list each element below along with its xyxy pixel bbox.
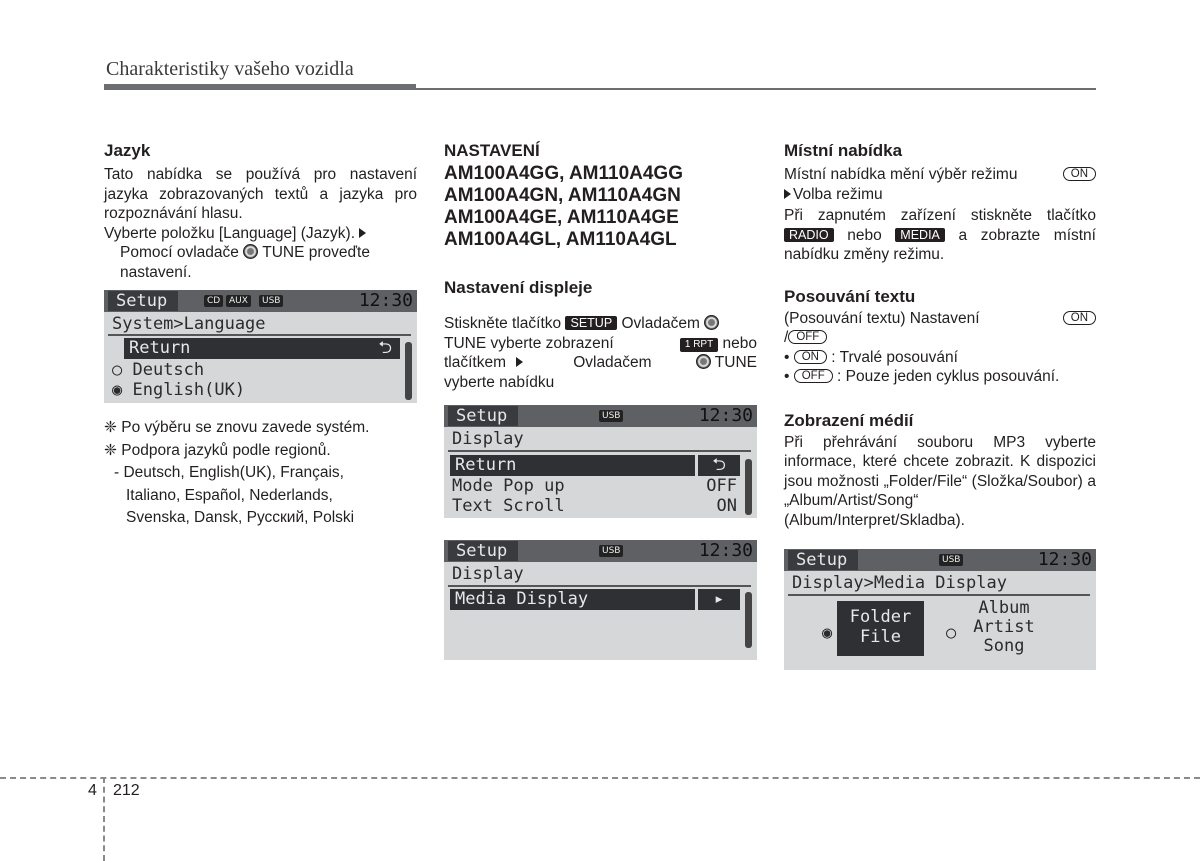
return-icon: ⮌: [698, 455, 740, 476]
page-number: 212: [113, 782, 140, 799]
bullet: • OFF : Pouze jeden cyklus posouvání.: [784, 368, 1060, 385]
header-rule-thin: [416, 88, 1096, 90]
return-label: Return: [455, 455, 517, 475]
left-notes: [104, 418, 417, 528]
lcd-row-mode-popup[interactable]: [452, 476, 565, 496]
paragraph: [784, 185, 1096, 205]
lcd-selected-return[interactable]: [124, 338, 400, 359]
instruction-text: Pomocí ovladače: [120, 244, 239, 261]
option-label: Folder: [849, 607, 912, 627]
subsection-heading: Nastavení displeje: [444, 278, 593, 297]
instruction: [444, 353, 757, 373]
model-codes: AM100A4GG, AM110A4GG: [444, 163, 683, 184]
lcd-tab: Setup: [108, 291, 178, 311]
paragraph: [784, 206, 1096, 265]
return-icon: ⮌: [378, 338, 392, 358]
lcd-divider: [448, 450, 751, 452]
aux-badge: AUX: [226, 295, 251, 307]
lcd-screen-language: [104, 290, 417, 403]
bullet-text: : Trvalé posouvání: [831, 348, 958, 366]
paragraph: Při přehrávání souboru MP3 vyberte informace, které chcete zobrazit. K dispozici jsou možnosti „Folder/File“ (Složka/Soubor) a „Album/Artist/Song“ (Album/Interpret/Skladba).: [784, 433, 1096, 529]
radio-key: RADIO: [784, 228, 834, 242]
lcd-path: Display: [452, 564, 524, 584]
row-label: Mode Pop up: [452, 476, 565, 496]
on-button-icon: ON: [1063, 311, 1096, 325]
lcd-path: Display: [452, 429, 524, 449]
tune-knob-icon: [243, 244, 258, 259]
usb-badge: USB: [599, 410, 623, 422]
instruction-text: tlačítkem: [444, 354, 507, 371]
lcd-clock: 12:30: [358, 290, 413, 311]
language-list: - Deutsch, English(UK), Français,: [114, 464, 344, 481]
option-label: Song: [983, 636, 1025, 656]
lcd-scrollbar: [745, 592, 752, 648]
row-value: ON: [716, 496, 737, 516]
paragraph: / OFF: [784, 328, 1096, 348]
instruction-text: Ovladačem: [621, 315, 700, 332]
lcd-clock: 12:30: [1037, 549, 1092, 570]
instruction-text: TUNE vyberte zobrazení: [444, 334, 614, 352]
instruction-text: TUNE proveďte nastavení.: [120, 244, 370, 281]
section-heading: Místní nabídka: [784, 141, 903, 160]
paragraph: Tato nabídka se používá pro nastavení jazyka zobrazovaných textů a jazyka pro rozpoznávání hlasu.: [104, 166, 417, 222]
lcd-row-text-scroll[interactable]: [452, 496, 565, 516]
lcd-tab: Setup: [448, 541, 518, 561]
lcd-screen-display: [444, 405, 757, 518]
language-list: Svenska, Dansk, Русский, Polski: [126, 509, 355, 526]
tune-knob-icon: [696, 354, 711, 369]
return-label: Return: [129, 338, 191, 358]
lcd-screen-media-options: [784, 549, 1096, 670]
paragraph: [784, 309, 1096, 329]
paragraph: [784, 165, 1096, 185]
instruction: [444, 334, 757, 354]
option-label: Artist: [973, 617, 1035, 637]
paragraph-text: a zobrazte místní nabídku změny režimu.: [784, 226, 1096, 263]
lcd-selected-media-display[interactable]: [450, 589, 695, 610]
option-label: English(UK): [132, 380, 246, 400]
left-column: [104, 140, 417, 282]
rpt-key: 1 RPT: [680, 338, 718, 352]
option-album-artist-song[interactable]: [964, 599, 1044, 656]
radio-selected-icon: ◉: [822, 623, 833, 643]
bullet-text: : Pouze jeden cyklus posouvání.: [837, 368, 1060, 385]
instruction-text: TUNE: [714, 354, 757, 371]
section-heading: Posouvání textu: [784, 286, 916, 306]
option-folder-file[interactable]: [837, 601, 924, 656]
lcd-clock: 12:30: [698, 405, 753, 426]
paragraph-text: Při zapnutém zařízení stiskněte tlačítko: [784, 207, 1096, 224]
paragraph-text: Místní nabídka mění výběr režimu: [784, 166, 1018, 183]
instruction: [104, 224, 417, 244]
paragraph-text: Volba režimu: [793, 185, 883, 203]
instruction-text: nebo: [722, 334, 757, 352]
instruction: [444, 314, 757, 334]
bullet: • ON : Trvalé posouvání: [784, 348, 958, 366]
lcd-divider: [788, 594, 1090, 596]
setup-key: SETUP: [565, 316, 617, 330]
lcd-screen-media-display: [444, 540, 757, 660]
model-codes: AM100A4GE, AM110A4GE: [444, 207, 679, 228]
usb-badge: USB: [259, 295, 283, 307]
option-label: Deutsch: [132, 360, 205, 380]
lcd-divider: [108, 334, 411, 336]
cd-badge: CD: [204, 295, 223, 307]
footer-rule: [0, 777, 1200, 779]
right-column: [784, 140, 1096, 530]
section-heading: NASTAVENÍ: [444, 141, 540, 160]
model-codes: AM100A4GN, AM110A4GN: [444, 185, 681, 206]
lcd-divider: [448, 585, 751, 587]
lcd-selected-return[interactable]: [450, 455, 695, 476]
tune-knob-icon: [704, 315, 719, 330]
media-display-label: Media Display: [455, 589, 589, 609]
paragraph-text: (Posouvání textu) Nastavení: [784, 309, 980, 327]
footer-divider: [103, 777, 105, 861]
lcd-option-deutsch[interactable]: ○ Deutsch: [112, 360, 205, 380]
radio-unselected-icon: ○: [946, 623, 957, 643]
model-codes: AM100A4GL, AM110A4GL: [444, 229, 677, 250]
section-heading: Zobrazení médií: [784, 410, 914, 430]
option-label: File: [860, 627, 901, 647]
lcd-tab: Setup: [788, 550, 858, 570]
header-rule-thick: [104, 84, 416, 90]
lcd-scrollbar: [405, 342, 412, 400]
lcd-scrollbar: [745, 459, 752, 515]
instruction-text: Vyberte položku [Language] (Jazyk).: [104, 224, 356, 242]
option-label: Album: [978, 598, 1030, 618]
instruction-cont: [104, 243, 417, 282]
lcd-path: Display>Media Display: [792, 573, 1007, 593]
row-label: Text Scroll: [452, 496, 565, 516]
instruction-text: Stiskněte tlačítko: [444, 315, 562, 332]
section-heading-jazyk: Jazyk: [104, 141, 151, 160]
usb-badge: USB: [599, 545, 623, 557]
off-button-icon: OFF: [794, 369, 833, 383]
arrow-right-icon: [516, 357, 523, 367]
usb-badge: USB: [939, 554, 963, 566]
arrow-right-icon: [784, 189, 791, 199]
arrow-right-icon: [359, 228, 366, 238]
off-button-icon: OFF: [788, 330, 827, 344]
row-value: OFF: [706, 476, 737, 496]
running-header: Charakteristiky vašeho vozidla: [106, 58, 354, 80]
language-list: Italiano, Español, Nederlands,: [126, 486, 333, 504]
on-button-icon: ON: [1063, 167, 1096, 181]
instruction-text: Ovladačem: [573, 354, 652, 371]
lcd-clock: 12:30: [698, 540, 753, 561]
chapter-number: 4: [88, 782, 97, 799]
lcd-option-english[interactable]: ◉ English(UK): [112, 380, 246, 400]
media-key: MEDIA: [895, 228, 945, 242]
paragraph-text: nebo: [847, 226, 882, 244]
instruction: vyberte nabídku: [444, 373, 555, 391]
lcd-path: System>Language: [112, 314, 266, 334]
lcd-tab: Setup: [448, 406, 518, 426]
on-button-icon: ON: [794, 350, 827, 364]
middle-column: [444, 140, 757, 392]
chevron-right-icon: ▸: [698, 589, 740, 610]
note: ❈ Po výběru se znovu zavede systém.: [104, 419, 370, 436]
note: ❈ Podpora jazyků podle regionů.: [104, 441, 331, 459]
